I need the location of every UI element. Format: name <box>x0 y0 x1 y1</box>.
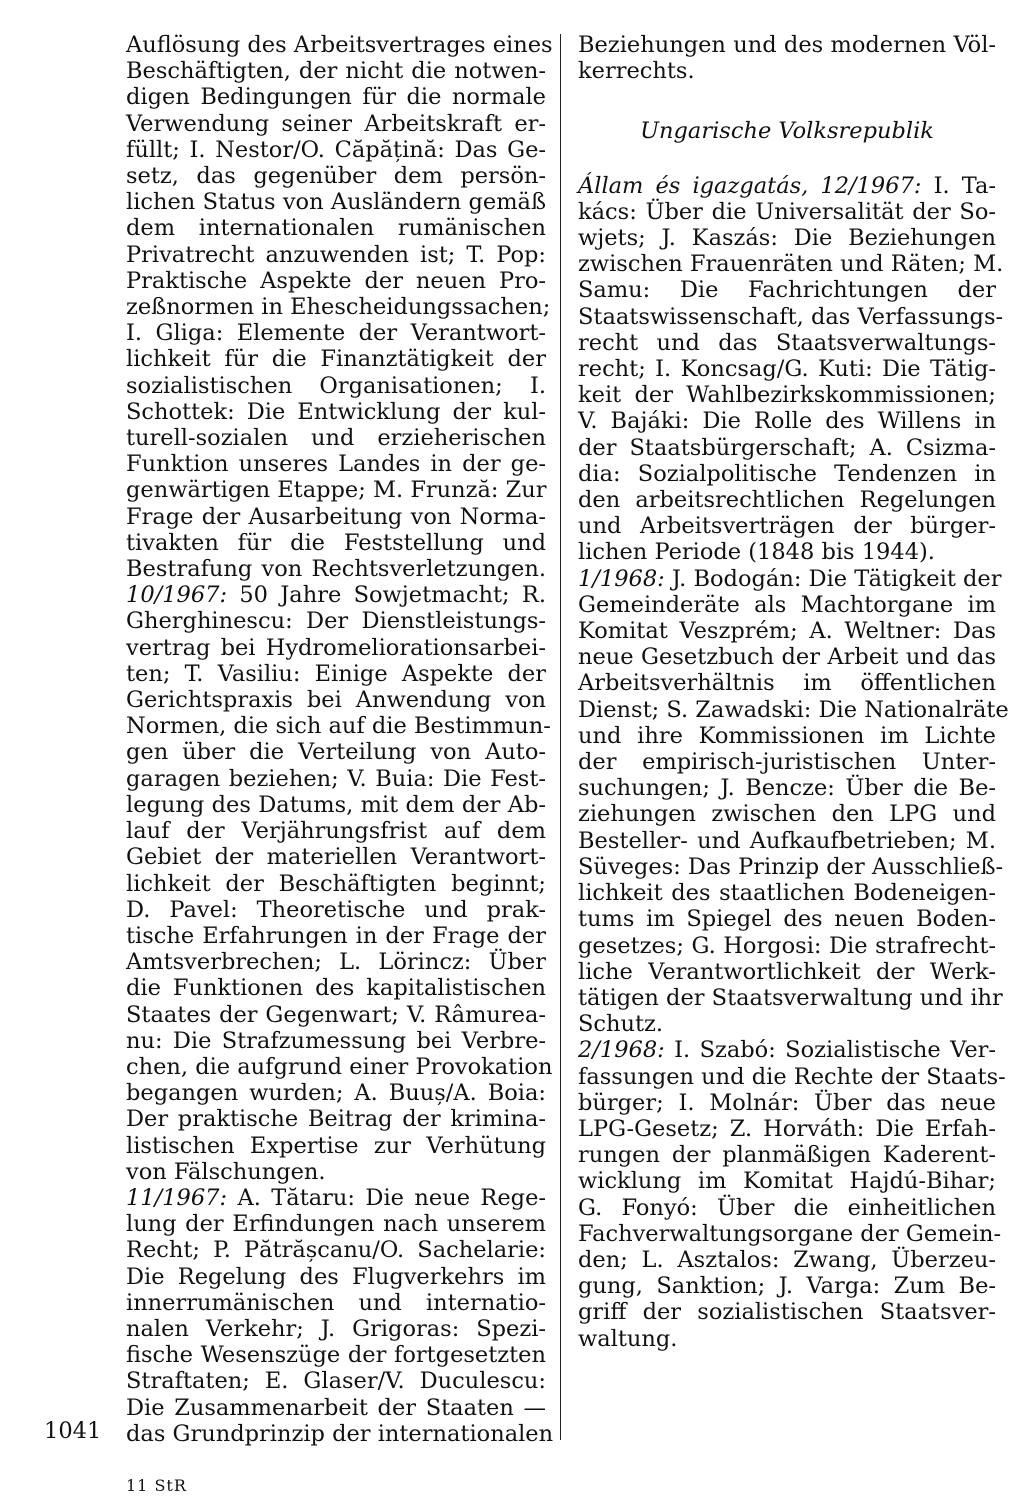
text-line: recht und das Staatsverwaltungs- <box>578 329 996 356</box>
text-line: G. Fonyó: Über die einheitlichen <box>578 1194 996 1221</box>
text-line: Frage der Ausarbeitung von Norma- <box>126 503 546 530</box>
text-line: Besteller- und Aufkaufbetrieben; M. <box>578 827 996 854</box>
text-line: nu: Die Strafzumessung bei Verbre- <box>126 1027 546 1054</box>
text-line: kerrechts. <box>578 58 695 85</box>
column-divider <box>560 34 561 1440</box>
text-line: und ihre Kommissionen im Lichte <box>578 722 996 749</box>
text-line: von Fälschungen. <box>126 1158 326 1185</box>
text-line: recht; I. Koncsag/G. Kuti: Die Tätig- <box>578 356 996 383</box>
text-line: Die Regelung des Flugverkehrs im <box>126 1263 546 1290</box>
footer-signature: 11 StR <box>126 1476 187 1495</box>
text-line: Praktische Aspekte der neuen Pro- <box>126 267 546 294</box>
right-column-continuation <box>578 32 996 84</box>
text-line: keit der Wahlbezirkskommissionen; <box>578 382 996 409</box>
text-line: fassungen und die Rechte der Staats- <box>578 1063 1006 1090</box>
text-line: wicklung im Komitat Hajdú-Bihar; <box>578 1168 996 1195</box>
text-line: bürger; I. Molnár: Über das neue <box>578 1089 996 1116</box>
text-line: neue Gesetzbuch der Arbeit und das <box>578 644 996 671</box>
text-line: Normen, die sich auf die Bestimmun- <box>126 713 551 740</box>
issue-reference: 1/1968: <box>578 565 665 592</box>
text-line: kács: Über die Universalität der So- <box>578 198 996 225</box>
text-line: Dienst; S. Zawadski: Die Nationalräte <box>578 696 1009 723</box>
text-line: Bestrafung von Rechtsverletzungen. <box>126 556 546 583</box>
text-line: dem internationalen rumänischen <box>126 215 546 242</box>
text-line: I. Gliga: Elemente der Verantwort- <box>126 320 546 347</box>
text-line: Schutz. <box>578 1011 664 1038</box>
text-line: Gerichtspraxis bei Anwendung von <box>126 687 546 714</box>
text-line: Privatrecht anzuwenden ist; T. Pop: <box>126 241 546 268</box>
text-line: lichkeit des staatlichen Bodeneigen- <box>578 880 996 907</box>
right-column-entries <box>578 172 1009 1352</box>
text-line: Állam és igazgatás, 12/1967: I. Ta- <box>578 172 996 199</box>
text-line: begangen wurden; A. Buuș/A. Boia: <box>126 1080 546 1107</box>
text-line: Straftaten; E. Glaser/V. Duculescu: <box>126 1368 546 1395</box>
page-number: 1041 <box>44 1418 102 1444</box>
text-line: D. Pavel: Theoretische und prak- <box>126 896 546 923</box>
text-line: lauf der Verjährungsfrist auf dem <box>126 818 546 845</box>
text-line: nalen Verkehr; J. Grigoras: Spezi- <box>126 1315 546 1342</box>
text-line: garagen beziehen; V. Buia: Die Fest- <box>126 765 546 792</box>
text-line: lichen Status von Ausländern gemäß <box>126 189 546 216</box>
text-line: 1/1968: J. Bodogán: Die Tätigkeit der <box>578 565 1002 592</box>
text-line: listischen Expertise zur Verhütung <box>126 1132 546 1159</box>
text-line: Die Zusammenarbeit der Staaten — <box>126 1394 546 1421</box>
text-line: legung des Datums, mit dem der Ab- <box>126 791 546 818</box>
text-line: und Arbeitsverträgen der bürger- <box>578 513 996 540</box>
text-line: Auflösung des Arbeitsvertrages eines <box>126 32 553 58</box>
text-line: digen Bedingungen für die normale <box>126 84 546 111</box>
text-line: Beziehungen und des modernen Völ- <box>578 32 996 58</box>
text-line: gung, Sanktion; J. Varga: Zum Be- <box>578 1273 996 1300</box>
text-line: tivakten für die Feststellung und <box>126 529 546 556</box>
text-line: fische Wesenszüge der fortgesetzten <box>126 1342 546 1369</box>
text-line: den arbeitsrechtlichen Regelungen <box>578 487 996 514</box>
issue-reference: 11/1967: <box>126 1184 228 1211</box>
text-line: tische Erfahrungen in der Frage der <box>126 922 546 949</box>
text-line: ten; T. Vasiliu: Einige Aspekte der <box>126 660 546 687</box>
text-line: chen, die aufgrund einer Provokation <box>126 1053 553 1080</box>
text-line: Schottek: Die Entwicklung der kul- <box>126 398 546 425</box>
text-line: Recht; P. Pătrășcanu/O. Sachelarie: <box>126 1237 546 1264</box>
text-line: Beschäftigten, der nicht die notwen- <box>126 58 546 85</box>
text-line: Fachverwaltungsorgane der Gemein- <box>578 1220 1002 1247</box>
text-line: Der praktische Beitrag der krimina- <box>126 1106 546 1133</box>
text-line: V. Bajáki: Die Rolle des Willens in <box>578 408 996 435</box>
text-line: suchungen; J. Bencze: Über die Be- <box>578 775 996 802</box>
text-line: 2/1968: I. Szabó: Sozialistische Ver- <box>578 1037 996 1064</box>
text-line: Amtsverbrechen; L. Lörincz: Über <box>126 949 546 976</box>
text-line: lichen Periode (1848 bis 1944). <box>578 539 935 566</box>
text-line: waltung. <box>578 1325 678 1352</box>
text-line: lichkeit der Beschäftigten beginnt; <box>126 870 546 897</box>
text-line: zeßnormen in Ehescheidungssachen; <box>126 294 551 321</box>
text-line: Samu: Die Fachrichtungen der <box>578 277 996 304</box>
text-line: griff der sozialistischen Staatsver- <box>578 1299 996 1326</box>
text-line: die Funktionen des kapitalistischen <box>126 975 546 1002</box>
text-line: liche Verantwortlichkeit der Werk- <box>578 958 996 985</box>
text-line: tums im Spiegel des neuen Boden- <box>578 906 996 933</box>
issue-reference: 10/1967: <box>126 582 228 609</box>
text-line: 11/1967: A. Tătaru: Die neue Rege- <box>126 1184 546 1211</box>
text-line: vertrag bei Hydromeliorationsarbei- <box>126 634 546 661</box>
text-line: Süveges: Das Prinzip der Ausschließ- <box>578 853 1004 880</box>
right-text-column <box>578 32 1009 1352</box>
text-line: Komitat Veszprém; A. Weltner: Das <box>578 618 996 645</box>
left-text-column <box>126 32 554 1447</box>
text-line: sozialistischen Organisationen; I. <box>126 372 546 399</box>
text-line: Arbeitsverhältnis im öffentlichen <box>578 670 996 697</box>
text-line: innerrumänischen und internatio- <box>126 1289 546 1316</box>
issue-reference: Állam és igazgatás, 12/1967: <box>578 172 922 199</box>
text-line: Staates der Gegenwart; V. Râmurea- <box>126 1001 546 1028</box>
text-line: Staatswissenschaft, das Verfassungs- <box>578 303 1004 330</box>
issue-reference: 2/1968: <box>578 1037 665 1064</box>
text-line: zwischen Frauenräten und Räten; M. <box>578 251 1004 278</box>
text-line: Gemeinderäte als Machtorgane im <box>578 591 996 618</box>
text-line: setz, das gegenüber dem persön- <box>126 163 546 190</box>
text-line: den; L. Asztalos: Zwang, Überzeu- <box>578 1246 996 1273</box>
text-line: lichkeit für die Finanztätigkeit der <box>126 346 546 373</box>
text-line: gen über die Verteilung von Auto- <box>126 739 546 766</box>
text-line: dia: Sozialpolitische Tendenzen in <box>578 460 996 487</box>
text-line: gesetzes; G. Horgosi: Die strafrecht- <box>578 932 996 959</box>
section-title: Ungarische Volksrepublik <box>640 118 934 145</box>
text-line: turell-sozialen und erzieherischen <box>126 425 546 452</box>
text-line: Funktion unseres Landes in der ge- <box>126 451 546 478</box>
text-line: wjets; J. Kaszás: Die Beziehungen <box>578 225 996 252</box>
text-line: tätigen der Staatsverwaltung und ihr <box>578 984 1003 1011</box>
text-line: lung der Erfindungen nach unserem <box>126 1211 546 1238</box>
text-line: ziehungen zwischen den LPG und <box>578 801 996 828</box>
text-line: LPG-Gesetz; Z. Horváth: Die Erfah- <box>578 1115 996 1142</box>
text-line: füllt; I. Nestor/O. Căpățină: Das Ge- <box>126 136 546 163</box>
text-line: rungen der planmäßigen Kaderent- <box>578 1142 996 1169</box>
text-line: der Staatsbürgerschaft; A. Csizma- <box>578 434 996 461</box>
text-line: Verwendung seiner Arbeitskraft er- <box>126 110 546 137</box>
text-line: genwärtigen Etappe; M. Frunză: Zur <box>126 477 547 504</box>
text-line: Gebiet der materiellen Verantwort- <box>126 844 546 871</box>
text-line: der empirisch-juristischen Unter- <box>578 749 996 776</box>
text-line: Gherghinescu: Der Dienstleistungs- <box>126 608 546 635</box>
text-line: 10/1967: 50 Jahre Sowjetmacht; R. <box>126 582 546 609</box>
text-line: das Grundprinzip der internationalen <box>126 1420 554 1447</box>
